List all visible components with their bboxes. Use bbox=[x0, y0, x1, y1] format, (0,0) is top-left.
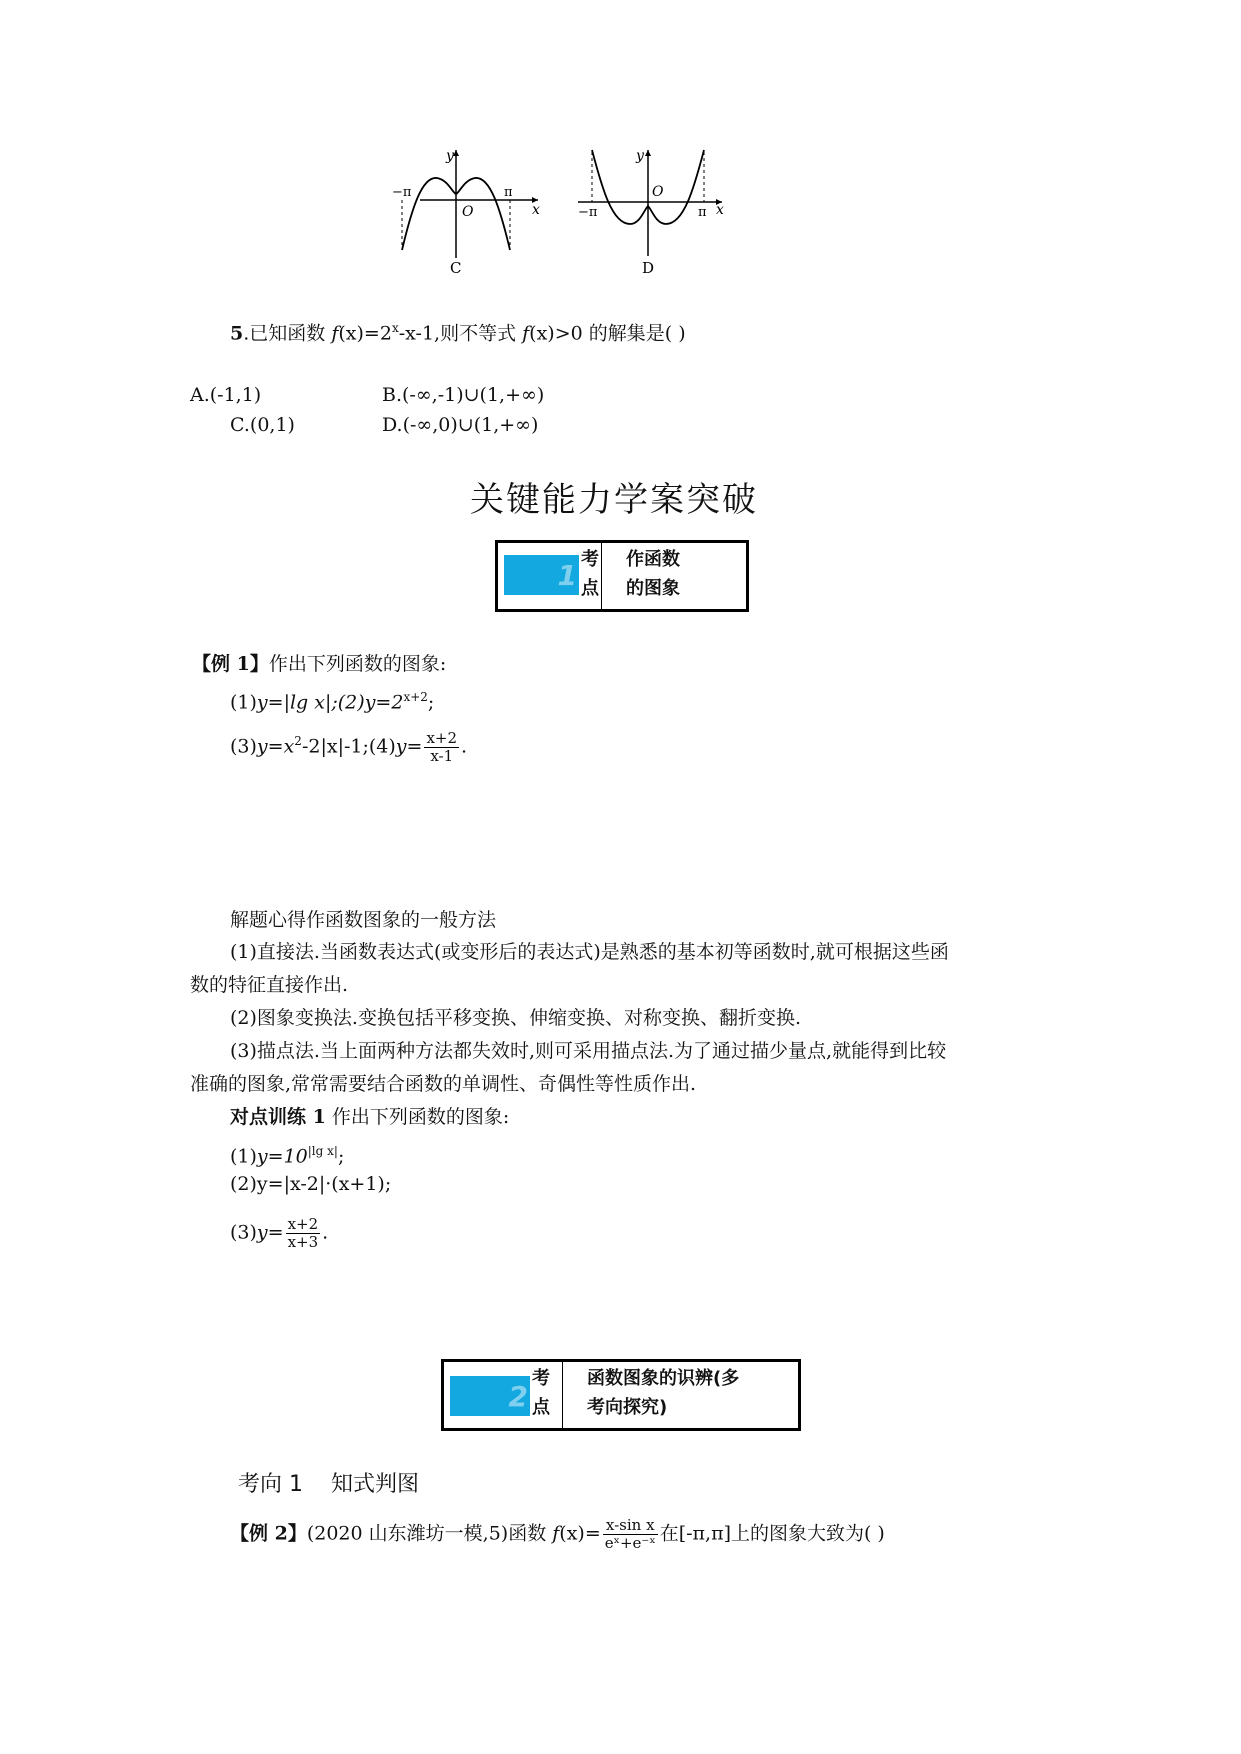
kp2-char-1: 考 bbox=[532, 1368, 550, 1389]
knowledge-point-number: 1 bbox=[557, 559, 577, 592]
question-text: .已知函数 bbox=[243, 322, 332, 345]
question-f: f bbox=[331, 322, 339, 345]
example-1-line-2 bbox=[230, 728, 467, 765]
graph-c-pi-label: π bbox=[504, 185, 513, 200]
knowledge-point-label-2 bbox=[530, 1362, 563, 1428]
section-title: 关键能力学案突破 bbox=[470, 480, 758, 520]
knowledge-point-badge bbox=[504, 555, 579, 595]
graph-d bbox=[578, 148, 724, 277]
ex1-l1d: ; bbox=[427, 691, 435, 714]
question-5 bbox=[230, 315, 686, 346]
graph-d-neg-pi-label: −π bbox=[578, 205, 598, 220]
direction-1-heading bbox=[238, 1470, 419, 1500]
example-2-fraction bbox=[603, 1517, 658, 1552]
graph-d-caption: D bbox=[642, 259, 655, 277]
option-a: A.(-1,1) bbox=[190, 384, 262, 406]
question-exp: x bbox=[391, 321, 399, 335]
ex1-l1a: (1) bbox=[230, 691, 257, 714]
question-eq: =2 bbox=[363, 322, 392, 345]
example-1-text: 作出下列函数的图象: bbox=[268, 653, 447, 675]
kp-title-line-2: 的图象 bbox=[626, 578, 680, 599]
kp2-title-line-1: 函数图象的识辨(多 bbox=[587, 1368, 740, 1389]
training-1-text: 作出下列函数的图象: bbox=[325, 1106, 510, 1128]
option-d: D.(-∞,0)∪(1,+∞) bbox=[382, 414, 539, 436]
method-p1a: (1)直接法.当函数表达式(或变形后的表达式)是熟悉的基本初等函数时,就可根据这些函 bbox=[230, 941, 949, 963]
ex1-l2b: y=x bbox=[256, 735, 295, 758]
example-2-label: 【例 2】 bbox=[230, 1522, 307, 1545]
method-p3b: 准确的图象,常常需要结合函数的单调性、奇偶性等性质作出. bbox=[190, 1073, 697, 1095]
method-p3a: (3)描点法.当上面两种方法都失效时,则可采用描点法.为了通过描少量点,就能得到比较 bbox=[230, 1040, 947, 1062]
kp2-char-2: 点 bbox=[532, 1397, 550, 1418]
graph-c-caption: C bbox=[450, 259, 462, 277]
t1-fraction bbox=[286, 1216, 321, 1251]
example-2-text-a: (2020 山东潍坊一模,5)函数 bbox=[306, 1522, 553, 1545]
training-1-line-3 bbox=[230, 1216, 328, 1251]
knowledge-point-title-2 bbox=[563, 1362, 749, 1428]
graph-c bbox=[392, 148, 540, 277]
direction-1-label: 考向 1 bbox=[238, 1472, 303, 1497]
answer-graphs bbox=[392, 148, 840, 308]
question-number: 5 bbox=[230, 322, 244, 345]
kp-char-2: 点 bbox=[581, 578, 599, 599]
option-c: C.(0,1) bbox=[230, 414, 295, 436]
knowledge-point-2-box bbox=[441, 1359, 801, 1431]
ex2-frac-den: eˣ+e⁻ˣ bbox=[604, 1534, 656, 1552]
knowledge-point-title bbox=[602, 543, 690, 609]
graph-c-y-label: y bbox=[446, 148, 454, 164]
question-arg: (x) bbox=[338, 322, 364, 345]
graph-c-x-label: x bbox=[532, 202, 540, 218]
t1-l3b: y= bbox=[256, 1221, 284, 1244]
ex2-frac-num: x-sin x bbox=[603, 1517, 658, 1535]
example-1-heading bbox=[192, 651, 446, 677]
kp-title-line-1: 作函数 bbox=[626, 549, 680, 570]
knowledge-point-label bbox=[579, 543, 602, 609]
t1-l1b: y=10 bbox=[256, 1145, 308, 1168]
method-title: 解题心得作函数图象的一般方法 bbox=[230, 909, 497, 931]
question-tail: >0 的解集是( ) bbox=[554, 322, 686, 345]
question-rest: -x-1,则不等式 bbox=[398, 322, 523, 345]
training-1-line-2: (2)y=|x-2|·(x+1); bbox=[230, 1173, 392, 1195]
ex1-frac-num: x+2 bbox=[426, 728, 458, 747]
ex1-fraction bbox=[424, 730, 459, 765]
option-b: B.(-∞,-1)∪(1,+∞) bbox=[382, 384, 545, 406]
ex1-l1c: y=2 bbox=[364, 691, 404, 714]
t1-l3a: (3) bbox=[230, 1221, 257, 1244]
method-p1b: 数的特征直接作出. bbox=[190, 974, 349, 996]
ex1-l2e: . bbox=[461, 735, 468, 758]
t1-l1c: ; bbox=[337, 1145, 345, 1168]
kp-char-1: 考 bbox=[581, 549, 599, 570]
ex1-l2a: (3) bbox=[230, 735, 257, 758]
ex1-l1b: y=|lg x|;(2) bbox=[256, 691, 365, 714]
training-1-line-1 bbox=[230, 1138, 344, 1169]
example-2-arg: (x)= bbox=[559, 1522, 601, 1545]
ex1-l2c: -2|x|-1;(4) bbox=[301, 735, 396, 758]
ex1-l2exp: 2 bbox=[294, 734, 302, 748]
graph-d-y-arrow bbox=[645, 150, 651, 156]
ex1-l2d: y= bbox=[395, 735, 423, 758]
graph-c-origin-label: O bbox=[462, 204, 474, 220]
ex1-frac-den: x-1 bbox=[430, 746, 454, 765]
training-1-label: 对点训练 1 bbox=[230, 1106, 326, 1128]
example-2-f: f bbox=[552, 1522, 560, 1545]
question-arg2: (x) bbox=[529, 322, 555, 345]
t1-frac-den: x+3 bbox=[287, 1233, 319, 1251]
ex1-l1exp: x+2 bbox=[403, 690, 428, 704]
t1-l1exp: |lg x| bbox=[307, 1144, 338, 1158]
method-p2: (2)图象变换法.变换包括平移变换、伸缩变换、对称变换、翻折变换. bbox=[230, 1007, 801, 1029]
direction-1-text: 知式判图 bbox=[331, 1472, 420, 1497]
example-1-line-1 bbox=[230, 684, 434, 715]
example-1-label: 【例 1】 bbox=[192, 653, 269, 675]
graph-d-y-label: y bbox=[636, 148, 644, 164]
graph-d-origin-label: O bbox=[652, 184, 664, 200]
training-1-heading bbox=[230, 1104, 509, 1130]
knowledge-point-number-2: 2 bbox=[508, 1380, 528, 1413]
kp2-title-line-2: 考向探究) bbox=[587, 1397, 668, 1418]
question-f2: f bbox=[522, 322, 530, 345]
knowledge-point-badge-2 bbox=[450, 1376, 530, 1416]
graph-d-x-label: x bbox=[716, 202, 724, 218]
example-2 bbox=[230, 1517, 885, 1552]
graph-d-pi-label: π bbox=[698, 205, 707, 220]
example-2-text-b: 在[-π,π]上的图象大致为( ) bbox=[659, 1522, 885, 1545]
t1-frac-num: x+2 bbox=[287, 1215, 319, 1233]
graph-c-neg-pi-label: −π bbox=[392, 185, 412, 200]
t1-l3c: . bbox=[322, 1221, 329, 1244]
t1-l1a: (1) bbox=[230, 1145, 257, 1168]
knowledge-point-1-box bbox=[495, 540, 749, 612]
